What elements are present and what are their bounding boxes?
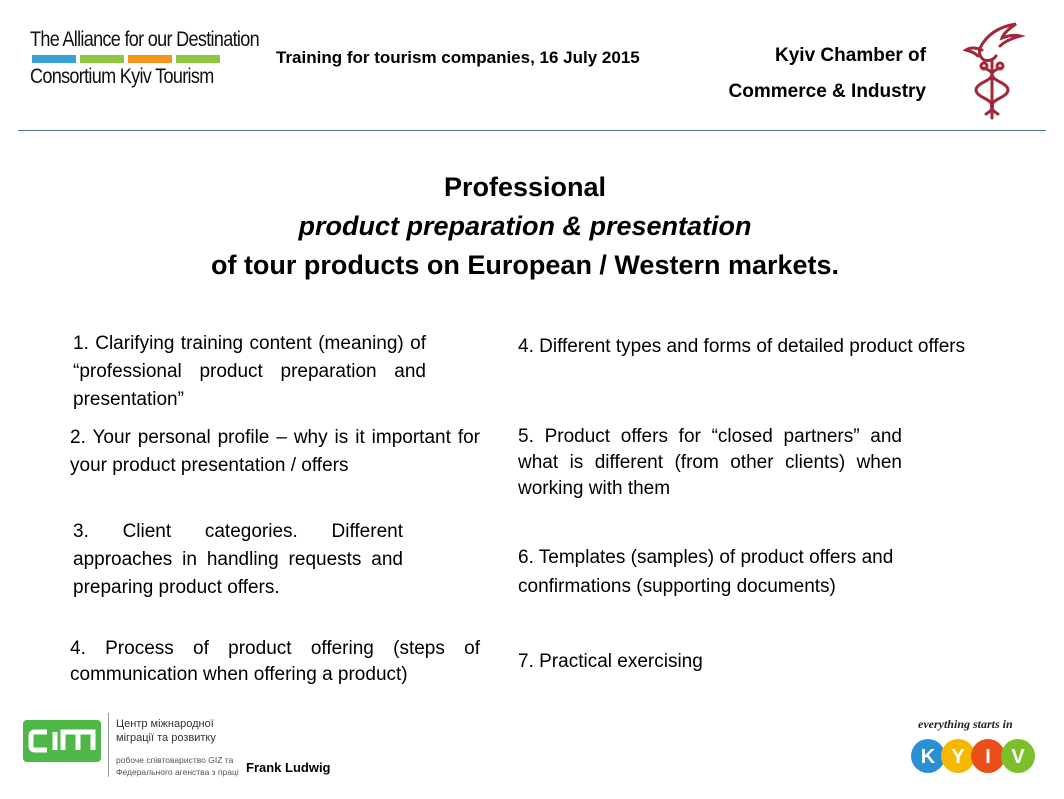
- alliance-color-bar: [176, 55, 220, 63]
- agenda-item-left-1: 1. Clarifying training content (meaning) of “professional product preparation and presentation”: [73, 333, 426, 410]
- agenda-item-right-3: 6. Templates (samples) of product offers and confirmations (supporting documents): [518, 547, 894, 597]
- slide-title: [0, 168, 1050, 285]
- alliance-color-bar: [32, 55, 76, 63]
- footer-divider: [108, 713, 109, 777]
- training-subtitle: Training for tourism companies, 16 July 2015: [276, 48, 640, 67]
- agenda-item-right-4: 7. Practical exercising: [518, 651, 703, 672]
- agenda-item-right-1: 4. Different types and forms of detailed product offers: [518, 336, 966, 357]
- alliance-logo-line2: Consortium Kyiv Tourism: [30, 65, 214, 88]
- cim-organization-subtitle: робоче співтовариство GIZ та Федерального агенства з праці: [116, 755, 239, 777]
- cim-organization-name: Центр міжнародної міграції та розвитку: [116, 718, 216, 744]
- cim-logo: [23, 720, 101, 762]
- agenda-item-left-2: 2. Your personal profile – why is it important for your product presentation / offers: [70, 427, 480, 476]
- chamber-name: [706, 38, 926, 110]
- chamber-name-line1: Kyiv Chamber of: [775, 45, 926, 66]
- alliance-logo: [30, 28, 259, 89]
- title-line2: product preparation & presentation: [298, 211, 752, 241]
- title-line1: Professional: [443, 172, 607, 202]
- header-divider: [18, 130, 1046, 131]
- hermes-caduceus-emblem-icon: [960, 20, 1026, 122]
- agenda-item-left-3: 3. Client categories. Different approaches in handling requests and preparing product offers.: [73, 521, 403, 598]
- alliance-color-bar: [80, 55, 124, 63]
- alliance-logo-line1: The Alliance for our Destination: [30, 28, 259, 51]
- author-name: Frank Ludwig: [246, 760, 331, 775]
- kyiv-logo: [910, 735, 1035, 777]
- chamber-name-line2: Commerce & Industry: [728, 81, 926, 102]
- kyiv-letter: V: [1011, 746, 1025, 768]
- title-line3: of tour products on European / Western markets.: [210, 250, 840, 280]
- kyiv-letter: K: [920, 746, 936, 768]
- agenda-item-right-2: 5. Product offers for “closed partners” and what is different (from other clients) when working with them: [518, 426, 902, 499]
- kyiv-tagline: everything starts in: [918, 717, 1013, 731]
- alliance-logo-color-bars: [32, 55, 235, 63]
- kyiv-letter: Y: [951, 746, 965, 768]
- kyiv-letter: I: [985, 746, 991, 768]
- alliance-color-bar: [128, 55, 172, 63]
- agenda-item-left-4: 4. Process of product offering (steps of communication when offering a product): [70, 638, 480, 685]
